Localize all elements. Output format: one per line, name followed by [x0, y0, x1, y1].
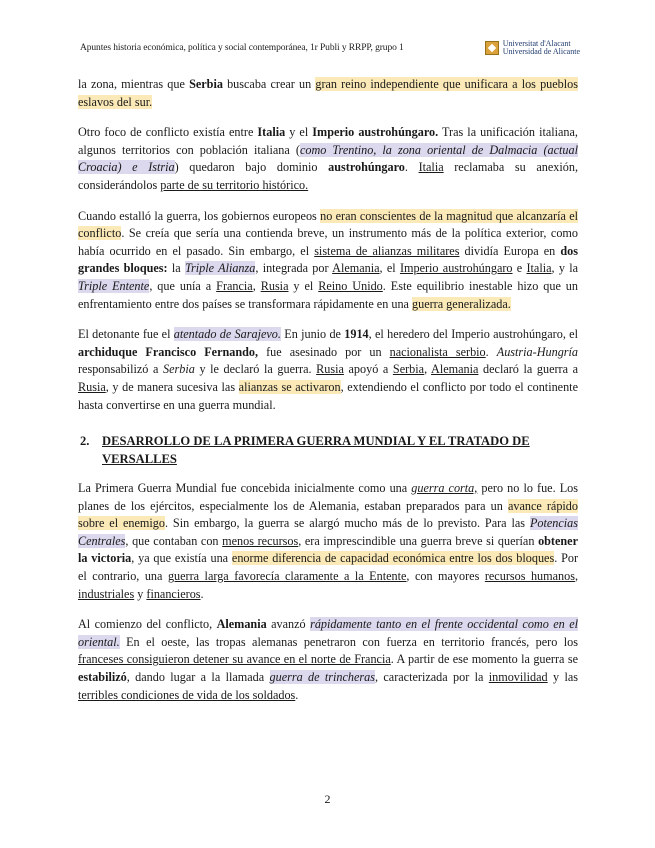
university-logo	[485, 40, 580, 57]
text: y el	[288, 278, 319, 293]
bold-text: 1914	[344, 327, 369, 342]
italic-highlighted-text: guerra de trincheras	[269, 670, 375, 685]
underlined-text: Italia	[418, 160, 444, 175]
underlined-text: inmovilidad	[488, 670, 548, 685]
italic-text: Austria-Hungría	[496, 344, 579, 359]
underlined-text: guerra larga favorecía claramente a la Entente	[167, 569, 407, 584]
italic-highlighted-text: como Trentino, la zona oriental de Dalmacia (actual Croacia) e Istria	[78, 142, 578, 175]
text: . Este equilibrio inestable hizo que un enfrentamiento entre dos países se transformara rápidamente en una	[78, 278, 578, 311]
text: pero no lo fue. Los planes de los ejércitos, especialmente los de Alemania, estaban preparados para un	[78, 481, 579, 513]
text: , dando lugar a la llamada	[126, 670, 270, 685]
underlined-text: Rusia	[316, 362, 344, 377]
underlined-text: franceses consiguieron detener su avance en el norte de Francia	[78, 652, 391, 667]
logo-line-1: Universitat d'Alacant	[502, 38, 571, 48]
italic-text: Serbia	[163, 362, 195, 377]
underlined-text: Serbia	[392, 362, 425, 377]
italic-highlighted-text: Triple Alianza	[184, 261, 256, 276]
page-header	[80, 35, 580, 61]
text: la zona, mientras que	[78, 77, 190, 91]
paragraph-6	[78, 616, 578, 704]
underlined-text: menos recursos	[222, 533, 299, 548]
underlined-text: Reino Unido	[318, 278, 383, 293]
text: .	[295, 687, 299, 702]
text: .	[200, 586, 204, 601]
bold-text: dos grandes bloques:	[78, 243, 579, 276]
underlined-text: sistema de alianzas militares	[314, 243, 460, 258]
underlined-text: Rusia	[260, 278, 289, 293]
bold-text: Imperio austrohúngaro.	[312, 125, 439, 140]
logo-text	[503, 40, 580, 57]
text: y las	[547, 670, 578, 685]
logo-line-2: Universidad de Alicante	[502, 47, 580, 56]
text: , el heredero del Imperio austrohúngaro, el	[368, 327, 578, 342]
text: El detonante fue el	[78, 327, 174, 342]
bold-text: austrohúngaro	[328, 160, 405, 175]
underlined-text: terribles condiciones de vida de los soldados	[78, 687, 296, 702]
underlined-text: Rusia	[78, 379, 106, 394]
underlined-text: Alemania	[332, 261, 380, 276]
university-emblem-icon	[485, 41, 499, 55]
text: la	[167, 261, 185, 276]
text: fue asesinado por un	[258, 344, 390, 359]
underlined-text: Alemania	[431, 362, 479, 377]
text: . Sin embargo, la guerra se alargó mucho más de lo previsto. Para las	[164, 516, 530, 531]
underlined-text: Italia	[526, 261, 552, 276]
text: ,	[252, 278, 261, 293]
highlighted-text: alianzas se activaron	[238, 379, 341, 394]
page-number: 2	[324, 792, 331, 806]
highlighted-text: guerra generalizada.	[412, 296, 511, 311]
underlined-text: financieros	[146, 586, 201, 601]
paragraph-3	[78, 208, 578, 314]
text: . Se creía que sería una contienda breve, un instrumento más de la política exterior, como había ocurrido en el pasado. Sin embargo, el	[78, 226, 578, 258]
text: , que unía a	[149, 278, 217, 293]
bold-text: Serbia	[189, 77, 223, 91]
text: , era imprescindible una guerra breve si querían	[298, 533, 539, 548]
text: , que contaban con	[125, 533, 223, 548]
underlined-text: recursos humanos	[484, 569, 575, 584]
text: e	[512, 261, 527, 276]
section-heading	[78, 432, 578, 468]
text: En el oeste, las tropas alemanas penetraron con fuerza en territorio francés, pero los	[119, 634, 578, 649]
section-title: DESARROLLO DE LA PRIMERA GUERRA MUNDIAL Y EL TRATADO DE VERSALLES	[102, 434, 530, 467]
text: , y de manera sucesiva las	[105, 379, 239, 394]
text: , extendiendo el conflicto por todo el continente hasta convertirse en una guerra mundial.	[78, 379, 578, 412]
italic-underlined-text: guerra corta,	[411, 481, 478, 496]
italic-highlighted-text: rápidamente tanto en el frente occidental como en el oriental.	[78, 617, 578, 649]
text: responsabilizó a	[78, 362, 164, 377]
underlined-text: nacionalista serbio	[389, 344, 486, 359]
text: y el	[285, 125, 313, 140]
italic-highlighted-text: Triple Entente	[78, 278, 150, 293]
text: buscaba crear un	[222, 77, 316, 91]
text: . Por el contrario, una	[78, 551, 579, 584]
underlined-text: industriales	[78, 586, 135, 601]
paragraph-5	[78, 480, 578, 603]
text: . A partir de ese momento la guerra se	[390, 652, 578, 667]
italic-highlighted-text: Potencias Centrales	[78, 516, 578, 548]
text: y	[134, 586, 147, 601]
text: Tras la unificación italiana, algunos territorios con población italiana (	[78, 125, 578, 157]
text: dividía Europa en	[459, 243, 561, 258]
paragraph-1	[78, 76, 578, 111]
bold-text: estabilizó	[78, 670, 127, 685]
highlighted-text: enorme diferencia de capacidad económica entre los dos bloques	[231, 551, 555, 566]
text: La Primera Guerra Mundial fue concebida inicialmente como una	[78, 481, 412, 496]
underlined-text: parte de su territorio histórico.	[160, 177, 309, 192]
text: Otro foco de conflicto existía entre	[78, 125, 258, 140]
paragraph-2	[78, 124, 578, 194]
header-title: Apuntes historia económica, política y social contemporánea, 1r Publi y RRPP, grupo 1	[80, 43, 404, 53]
text: .	[485, 344, 497, 359]
underlined-text: Imperio austrohúngaro	[399, 261, 513, 276]
paragraph-4	[78, 326, 578, 414]
text: ) quedaron bajo dominio	[174, 160, 329, 175]
text: , ya que existía una	[131, 551, 232, 566]
text: .	[404, 160, 419, 175]
text: ,	[424, 362, 432, 377]
underlined-text: Francia	[216, 278, 253, 293]
bold-text: Italia	[257, 125, 286, 140]
text: y le declaró la guerra.	[194, 362, 317, 377]
text: , integrada por	[255, 261, 333, 276]
text: , con mayores	[406, 569, 485, 584]
section-number: 2.	[80, 434, 90, 449]
text: , el	[379, 261, 400, 276]
text: apoyó a	[343, 362, 393, 377]
italic-highlighted-text: atentado de Sarajevo.	[173, 327, 281, 342]
highlighted-text: gran reino independiente que unificara a los pueblos eslavos del sur.	[78, 77, 578, 109]
text: En junio de	[280, 327, 345, 342]
text: Al comienzo del conflicto,	[78, 617, 217, 632]
text: , y la	[551, 261, 578, 276]
text: reclamaba su anexión, considerándolos	[78, 160, 579, 192]
bold-text: Alemania	[216, 617, 267, 632]
highlighted-text: avance rápido sobre el enemigo	[78, 498, 578, 531]
text: Cuando estalló la guerra, los gobiernos europeos	[78, 208, 321, 223]
text: ,	[574, 569, 579, 584]
bold-text: obtener la victoria	[78, 533, 578, 566]
text: avanzó	[266, 617, 311, 632]
bold-text: archiduque Francisco Fernando,	[78, 344, 259, 359]
text: , caracterizada por la	[375, 670, 489, 685]
document-body	[78, 76, 578, 717]
highlighted-text: no eran conscientes de la magnitud que alcanzaría el conflicto	[78, 208, 578, 241]
text: declaró la guerra a	[478, 362, 579, 377]
